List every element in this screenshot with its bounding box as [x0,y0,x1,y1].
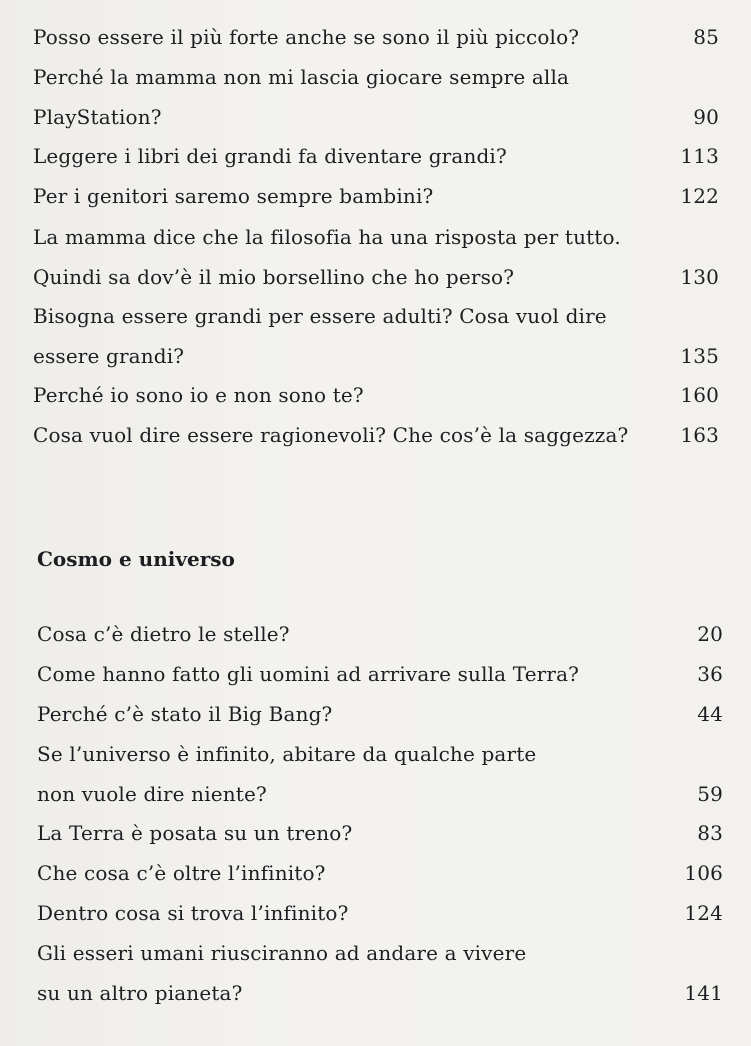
toc-page-number: 90 [693,105,719,129]
toc-page-number: 135 [680,344,719,368]
toc-entry-title-continued: PlayStation? [33,105,162,129]
toc-entry-title: Posso essere il più forte anche se sono il più piccolo? [33,25,580,49]
toc-page-number: 59 [697,782,723,806]
toc-page-number: 160 [680,383,719,407]
toc-entry [37,860,723,886]
toc-entry [33,24,719,50]
toc-entry-title: Che cosa c’è oltre l’infinito? [37,861,326,885]
toc-entry [33,143,719,169]
toc-entry [37,661,723,687]
toc-page-number: 83 [697,821,723,845]
toc-entry-title-continued: Quindi sa dov’è il mio borsellino che ho perso? [33,265,515,289]
toc-entry [33,422,719,448]
toc-entry-title: Perché io sono io e non sono te? [33,383,364,407]
toc-entry-title: Bisogna essere grandi per essere adulti? Cosa vuol dire [33,304,607,328]
toc-page-number: 163 [680,423,719,447]
toc-entry [37,701,723,727]
toc-entry-title: La mamma dice che la filosofia ha una risposta per tutto. [33,225,621,249]
toc-page-number: 113 [680,144,719,168]
toc-entry [37,621,723,647]
toc-page-number: 85 [693,25,719,49]
toc-entry [37,820,723,846]
toc-entry-title: Cosa c’è dietro le stelle? [37,622,290,646]
toc-entry [33,224,719,290]
toc-entry-title: Cosa vuol dire essere ragionevoli? Che cos’è la saggezza? [33,423,629,447]
toc-page-number: 106 [684,861,723,885]
toc-entry-title-continued: essere grandi? [33,344,185,368]
toc-entry-title: Dentro cosa si trova l’infinito? [37,901,349,925]
toc-entry-title: Gli esseri umani riusciranno ad andare a vivere [37,941,527,965]
toc-page-number: 20 [697,622,723,646]
toc-entry-title: Se l’universo è infinito, abitare da qualche parte [37,742,537,766]
toc-entry-title: Perché la mamma non mi lascia giocare sempre alla [33,65,570,89]
section-title: Cosmo e universo [37,547,235,571]
toc-entry [33,303,719,369]
toc-entry-title: Come hanno fatto gli uomini ad arrivare sulla Terra? [37,662,580,686]
toc-page-number: 44 [697,702,723,726]
toc-entry-title: La Terra è posata su un treno? [37,821,353,845]
toc-entry [33,64,719,130]
toc-entry [37,900,723,926]
toc-entry [33,183,719,209]
toc-entry [33,382,719,408]
toc-entry-title-continued: su un altro pianeta? [37,981,243,1005]
toc-entry-title-continued: non vuole dire niente? [37,782,267,806]
toc-entry-title: Perché c’è stato il Big Bang? [37,702,333,726]
toc-entry [37,940,723,1006]
toc-page-number: 130 [680,265,719,289]
toc-page-number: 36 [697,662,723,686]
toc-entry [37,741,723,807]
toc-page-number: 122 [680,184,719,208]
toc-page-number: 141 [684,981,723,1005]
toc-entry-title: Per i genitori saremo sempre bambini? [33,184,434,208]
toc-entry-title: Leggere i libri dei grandi fa diventare grandi? [33,144,507,168]
toc-page-number: 124 [684,901,723,925]
